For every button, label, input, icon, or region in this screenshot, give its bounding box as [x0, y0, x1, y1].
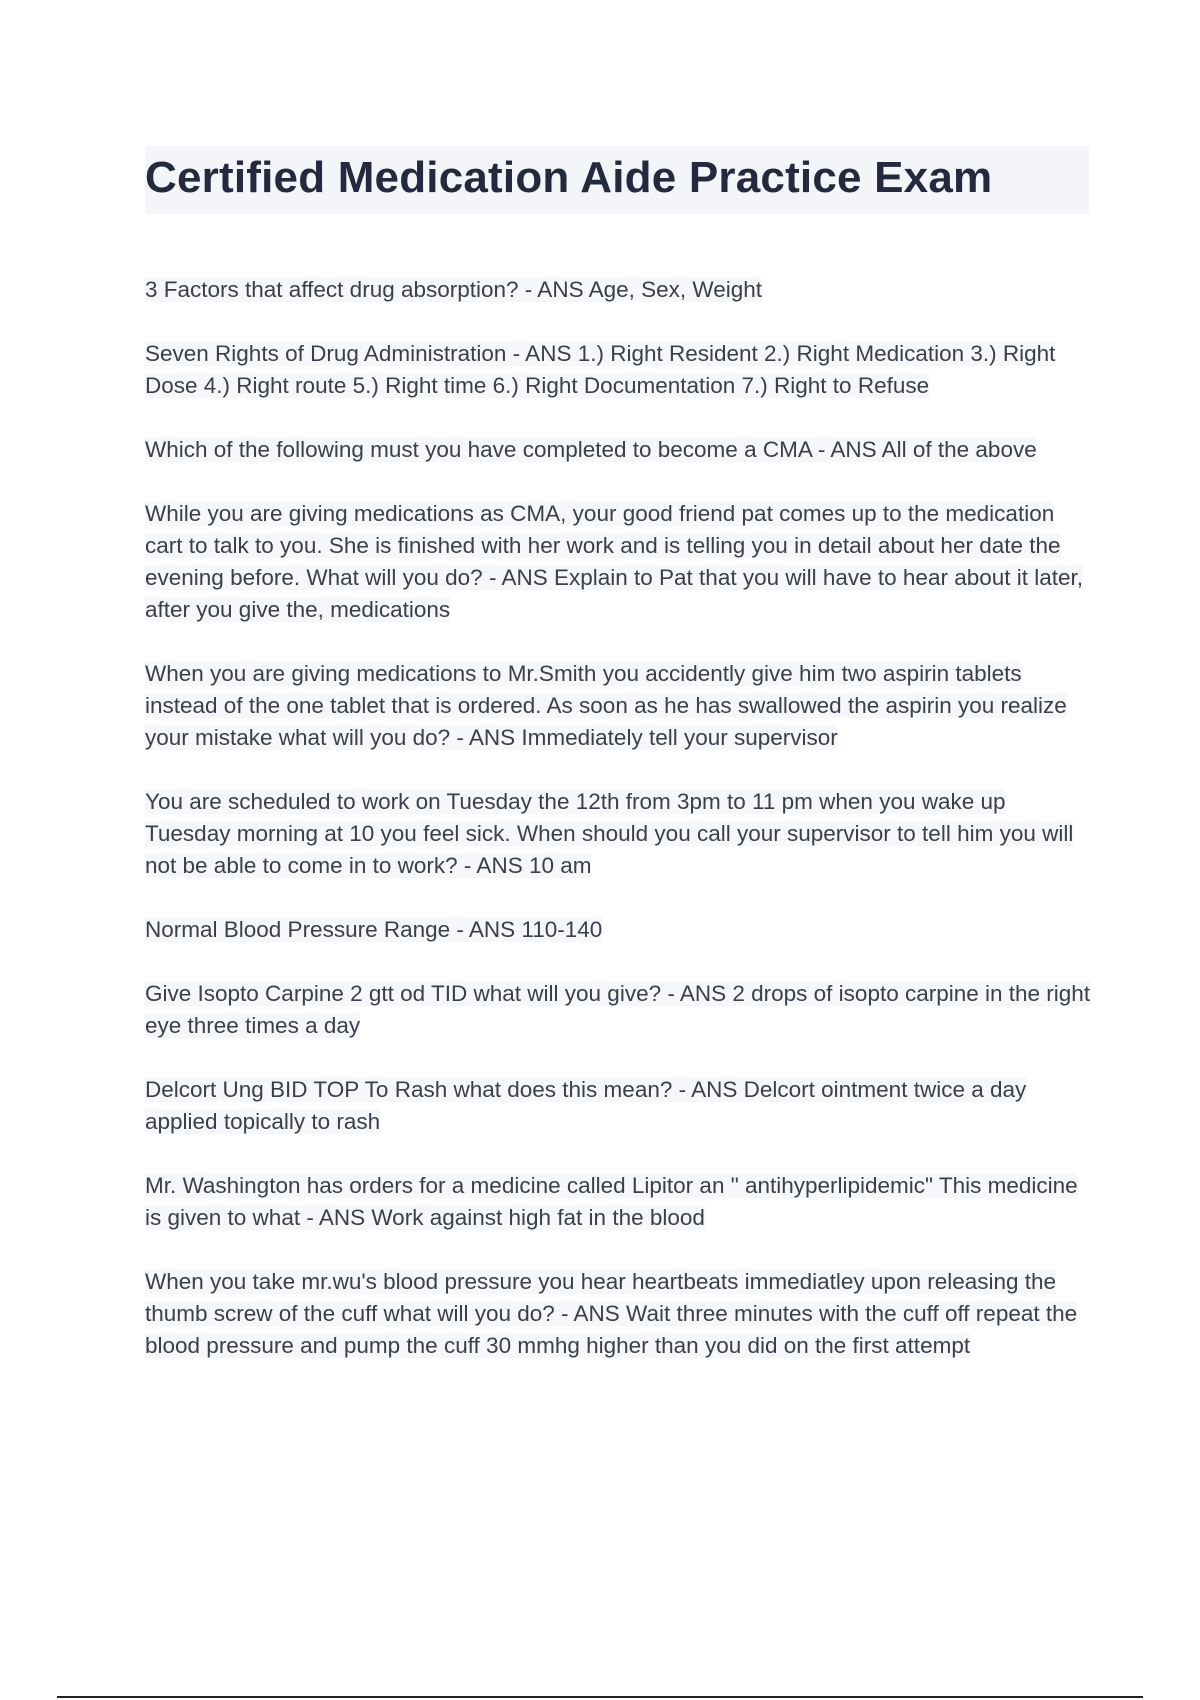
qa-item — [145, 1170, 1095, 1234]
qa-item — [145, 498, 1095, 626]
qa-item — [145, 1074, 1095, 1138]
qa-item — [145, 434, 1095, 466]
qa-item — [145, 786, 1095, 882]
qa-item — [145, 274, 1095, 306]
qa-item-text: Give Isopto Carpine 2 gtt od TID what will you give? - ANS 2 drops of isopto carpine in the right eye three times a day — [145, 981, 1091, 1038]
qa-item-text: Seven Rights of Drug Administration - ANS 1.) Right Resident 2.) Right Medication 3.) Right Dose 4.) Right route 5.) Right time 6.) Right Documentation 7.) Right to Refuse — [145, 341, 1056, 398]
qa-item — [145, 914, 1095, 946]
qa-item — [145, 338, 1095, 402]
qa-item-text: When you are giving medications to Mr.Smith you accidently give him two aspirin tablets instead of the one tablet that is ordered. As soon as he has swallowed the aspirin you realize your mistake what will you do? - ANS Immediately tell your supervisor — [145, 661, 1067, 750]
page-title: Certified Medication Aide Practice Exam — [145, 153, 993, 202]
qa-item-text: Delcort Ung BID TOP To Rash what does this mean? - ANS Delcort ointment twice a day applied topically to rash — [145, 1077, 1027, 1134]
qa-item — [145, 978, 1095, 1042]
qa-item-text: When you take mr.wu's blood pressure you hear heartbeats immediatley upon releasing the thumb screw of the cuff what will you do? - ANS Wait three minutes with the cuff off repeat the blood pressure and pump the cuff 30 mmhg higher than you did on the first attempt — [145, 1269, 1078, 1358]
qa-list — [145, 274, 1095, 1394]
qa-item-text: Which of the following must you have completed to become a CMA - ANS All of the above — [145, 437, 1037, 462]
qa-item — [145, 1266, 1095, 1362]
qa-item-text: You are scheduled to work on Tuesday the 12th from 3pm to 11 pm when you wake up Tuesday morning at 10 you feel sick. When should you call your supervisor to tell him you will not be able to come in to work? - ANS 10 am — [145, 789, 1074, 878]
qa-item-text: Mr. Washington has orders for a medicine called Lipitor an " antihyperlipidemic" This medicine is given to what - ANS Work against high fat in the blood — [145, 1173, 1078, 1230]
qa-item-text: Normal Blood Pressure Range - ANS 110-140 — [145, 917, 603, 942]
qa-item-text: While you are giving medications as CMA, your good friend pat comes up to the medication cart to talk to you. She is finished with her work and is telling you in detail about her date the evening before. What will you do? - ANS Explain to Pat that you will have to hear about it later, after you give the, medications — [145, 501, 1084, 622]
qa-item-text: 3 Factors that affect drug absorption? - ANS Age, Sex, Weight — [145, 277, 763, 302]
title-banner — [145, 146, 1089, 214]
qa-item — [145, 658, 1095, 754]
footer-divider — [57, 1696, 1143, 1698]
